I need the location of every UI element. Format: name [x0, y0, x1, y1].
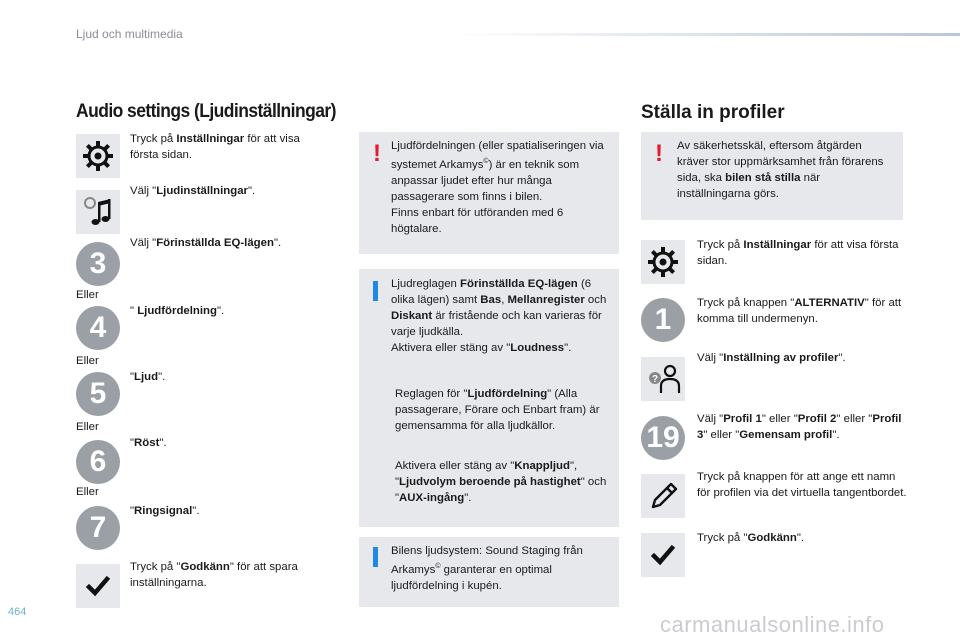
- or-label: Eller: [76, 289, 99, 301]
- step-text: "Ljud".: [130, 371, 166, 383]
- page-number: 464: [8, 606, 27, 618]
- step-text: Välj "Inställning av profiler".: [697, 352, 846, 364]
- step-text: Välj "Förinställda EQ-lägen".: [130, 237, 282, 249]
- warning-panel: [359, 132, 619, 254]
- step-number-5: 5: [76, 372, 120, 416]
- gear-icon: [76, 134, 120, 178]
- warning-text: Av säkerhetsskäl, eftersom åtgärden kräver stor uppmärksamhet från förarens sida, ska bilen stå stilla när inställningarna görs.: [677, 140, 884, 200]
- warning-text: Ljudfördelningen (eller spatialiseringen via systemet Arkamys©) är en teknik som anpassar ljudet efter hur många passagerare som finns i bilen. Finns enbart för utföranden med 6 högtalare.: [391, 140, 604, 235]
- step-text: "Ringsignal".: [130, 505, 200, 517]
- info-icon: [373, 281, 378, 301]
- gear-icon: [641, 240, 685, 284]
- step-number-6: 6: [76, 440, 120, 484]
- step-text: Tryck på Inställningar för att visa första sidan.: [697, 239, 899, 267]
- step-text: Tryck på "Godkänn" för att spara inställningarna.: [130, 561, 298, 589]
- step-number-4: 4: [76, 306, 120, 350]
- warning-icon: !: [373, 140, 381, 167]
- music-settings-icon: [76, 190, 120, 234]
- checkmark-icon: [76, 564, 120, 608]
- info-text: Ljudreglagen Förinställda EQ-lägen (6 olika lägen) samt Bas, Mellanregister och Diskant är fristående och kan varieras för varje ljudkälla. Aktivera eller stäng av "Loudness".: [391, 278, 607, 354]
- warning-icon: !: [655, 140, 663, 167]
- step-number-7: 7: [76, 506, 120, 550]
- warning-panel: [641, 132, 903, 220]
- section-header: Ljud och multimedia: [76, 27, 183, 41]
- or-label: Eller: [76, 486, 99, 498]
- step-number-19: 19: [641, 416, 685, 460]
- or-label: Eller: [76, 355, 99, 367]
- step-text: Tryck på Inställningar för att visa första sidan.: [130, 133, 300, 161]
- svg-text:?: ?: [652, 374, 659, 385]
- step-text: Tryck på knappen "ALTERNATIV" för att komma till undermenyn.: [697, 297, 902, 325]
- profile-icon: [641, 357, 685, 401]
- info-icon: [373, 547, 378, 567]
- pencil-icon: [641, 474, 685, 518]
- left-section-title: Audio settings (Ljudinställningar): [76, 101, 336, 122]
- step-text: Tryck på knappen för att ange ett namn för profilen via det virtuella tangentbordet.: [697, 471, 907, 499]
- or-label: Eller: [76, 421, 99, 433]
- header-rule: [450, 33, 960, 36]
- step-text: Tryck på "Godkänn".: [697, 532, 805, 544]
- info-panel: [359, 537, 619, 607]
- checkmark-icon: [641, 533, 685, 577]
- info-text: Aktivera eller stäng av "Knappljud", "Ljudvolym beroende på hastighet" och "AUX-ingång".: [395, 460, 607, 504]
- step-number-3: 3: [76, 242, 120, 286]
- step-text: " Ljudfördelning".: [130, 305, 225, 317]
- info-text: Bilens ljudsystem: Sound Staging från Arkamys© garanterar en optimal ljudfördelning i kupén.: [391, 545, 583, 592]
- step-number-1: 1: [641, 298, 685, 342]
- step-text: Välj "Profil 1" eller "Profil 2" eller "Profil 3" eller "Gemensam profil".: [697, 413, 902, 441]
- right-section-title: Ställa in profiler: [641, 102, 785, 123]
- info-panel: [359, 269, 619, 527]
- step-text: "Röst".: [130, 437, 167, 449]
- info-text: Reglagen för "Ljudfördelning" (Alla passagerare, Förare och Enbart fram) är gemensamma för alla ljudkällor.: [395, 388, 600, 432]
- watermark: carmanualsonline.info: [660, 612, 885, 637]
- step-text: Välj "Ljudinställningar".: [130, 185, 256, 197]
